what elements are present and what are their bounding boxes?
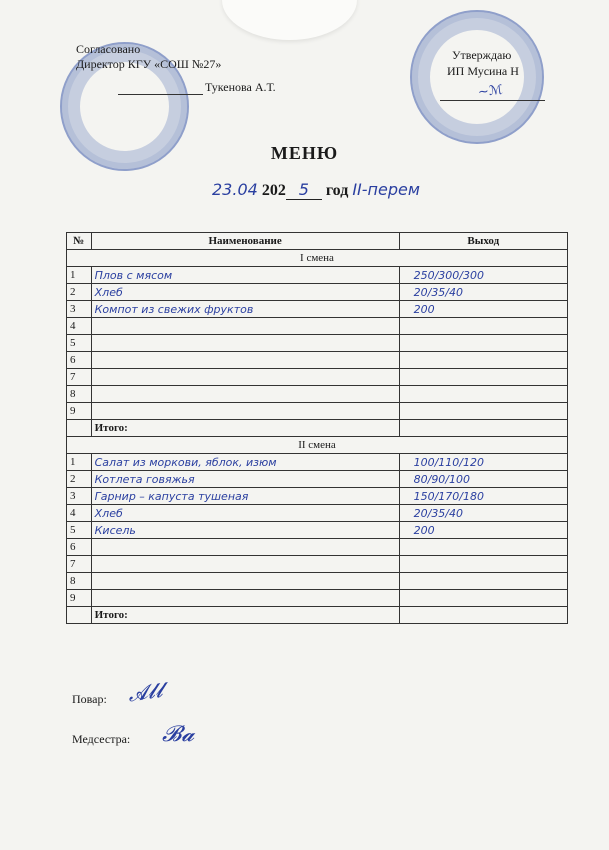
dish-output bbox=[399, 403, 567, 420]
date-line bbox=[212, 180, 420, 200]
dish-name: Котлета говяжья bbox=[91, 471, 399, 488]
dish-name: Кисель bbox=[91, 522, 399, 539]
punch-hole bbox=[222, 0, 357, 40]
nurse-signature-icon: 𝓑𝓪 bbox=[162, 722, 195, 747]
table-row bbox=[67, 352, 568, 369]
dish-output bbox=[399, 369, 567, 386]
total-label: Итого: bbox=[91, 607, 399, 624]
dish-output: 200 bbox=[399, 301, 567, 318]
dish-output bbox=[399, 556, 567, 573]
dish-output: 20/35/40 bbox=[399, 505, 567, 522]
shift1-label: I смена bbox=[67, 250, 568, 267]
table-row bbox=[67, 539, 568, 556]
dish-output bbox=[399, 573, 567, 590]
dish-name: Хлеб bbox=[91, 505, 399, 522]
col-output-header: Выход bbox=[399, 233, 567, 250]
table-row bbox=[67, 505, 568, 522]
row-number: 7 bbox=[67, 369, 92, 386]
dish-output bbox=[399, 352, 567, 369]
table-row bbox=[67, 301, 568, 318]
dish-name bbox=[91, 335, 399, 352]
cook-label: Повар: bbox=[72, 692, 107, 706]
col-name-header: Наименование bbox=[91, 233, 399, 250]
dish-output bbox=[399, 590, 567, 607]
row-number: 6 bbox=[67, 539, 92, 556]
row-number: 8 bbox=[67, 386, 92, 403]
confirm-name: ИП Мусина Н bbox=[447, 64, 519, 78]
row-number: 8 bbox=[67, 573, 92, 590]
row-number: 2 bbox=[67, 471, 92, 488]
table-row bbox=[67, 369, 568, 386]
dish-name bbox=[91, 318, 399, 335]
table-row bbox=[67, 471, 568, 488]
dish-name bbox=[91, 590, 399, 607]
cook-signature-icon: 𝓐𝓵𝓵 bbox=[126, 677, 165, 707]
confirm-signature-icon: ~ℳ bbox=[477, 82, 504, 101]
dish-output bbox=[399, 539, 567, 556]
table-row bbox=[67, 590, 568, 607]
row-number: 1 bbox=[67, 454, 92, 471]
total-output bbox=[399, 420, 567, 437]
dish-output: 80/90/100 bbox=[399, 471, 567, 488]
nurse-label: Медсестра: bbox=[72, 732, 131, 746]
shift1-header-row bbox=[67, 250, 568, 267]
dish-name: Плов с мясом bbox=[91, 267, 399, 284]
dish-name bbox=[91, 556, 399, 573]
row-number: 9 bbox=[67, 403, 92, 420]
dish-output bbox=[399, 318, 567, 335]
row-number: 5 bbox=[67, 335, 92, 352]
dish-name bbox=[91, 386, 399, 403]
table-row bbox=[67, 522, 568, 539]
dish-name bbox=[91, 352, 399, 369]
col-num-header: № bbox=[67, 233, 92, 250]
total-empty-cell bbox=[67, 420, 92, 437]
dish-output: 200 bbox=[399, 522, 567, 539]
confirm-signature-line bbox=[440, 100, 545, 101]
date-year-digit: 5 bbox=[286, 180, 322, 200]
row-number: 7 bbox=[67, 556, 92, 573]
shift1-body bbox=[67, 250, 568, 437]
table-row bbox=[67, 335, 568, 352]
confirm-label: Утверждаю bbox=[452, 48, 512, 62]
dish-output: 20/35/40 bbox=[399, 284, 567, 301]
dish-name bbox=[91, 539, 399, 556]
row-number: 1 bbox=[67, 267, 92, 284]
date-year-prefix: 202 bbox=[261, 182, 286, 199]
row-number: 3 bbox=[67, 488, 92, 505]
dish-output: 100/110/120 bbox=[399, 454, 567, 471]
dish-name bbox=[91, 369, 399, 386]
director-signature-line bbox=[118, 94, 203, 95]
row-number: 3 bbox=[67, 301, 92, 318]
dish-output: 250/300/300 bbox=[399, 267, 567, 284]
table-row bbox=[67, 573, 568, 590]
dish-name: Компот из свежих фруктов bbox=[91, 301, 399, 318]
table-row bbox=[67, 454, 568, 471]
table-row bbox=[67, 556, 568, 573]
dish-name bbox=[91, 573, 399, 590]
director-label: Директор КГУ «СОШ №27» bbox=[76, 57, 222, 71]
table-row bbox=[67, 318, 568, 335]
total-empty-cell bbox=[67, 607, 92, 624]
shift2-header-row bbox=[67, 437, 568, 454]
shift1-total-row bbox=[67, 420, 568, 437]
row-number: 9 bbox=[67, 590, 92, 607]
table-row bbox=[67, 386, 568, 403]
row-number: 4 bbox=[67, 318, 92, 335]
total-output bbox=[399, 607, 567, 624]
shift2-total-row bbox=[67, 607, 568, 624]
date-day-month: 23.04 bbox=[212, 180, 258, 199]
table-row bbox=[67, 267, 568, 284]
approved-label: Согласовано bbox=[76, 42, 141, 56]
dish-name bbox=[91, 403, 399, 420]
total-label: Итого: bbox=[91, 420, 399, 437]
menu-table bbox=[66, 232, 568, 624]
table-row bbox=[67, 488, 568, 505]
row-number: 5 bbox=[67, 522, 92, 539]
row-number: 2 bbox=[67, 284, 92, 301]
page-title: МЕНЮ bbox=[270, 143, 339, 163]
shift2-body bbox=[67, 437, 568, 624]
table-row bbox=[67, 284, 568, 301]
dish-output: 150/170/180 bbox=[399, 488, 567, 505]
director-name: Тукенова А.Т. bbox=[205, 80, 276, 94]
table-row bbox=[67, 403, 568, 420]
dish-name: Гарнир – капуста тушеная bbox=[91, 488, 399, 505]
row-number: 4 bbox=[67, 505, 92, 522]
dish-name: Хлеб bbox=[91, 284, 399, 301]
shift-note: II-перем bbox=[352, 180, 420, 199]
shift2-label: II смена bbox=[67, 437, 568, 454]
dish-output bbox=[399, 386, 567, 403]
dish-name: Салат из моркови, яблок, изюм bbox=[91, 454, 399, 471]
row-number: 6 bbox=[67, 352, 92, 369]
date-year-word: год bbox=[325, 182, 349, 199]
dish-output bbox=[399, 335, 567, 352]
